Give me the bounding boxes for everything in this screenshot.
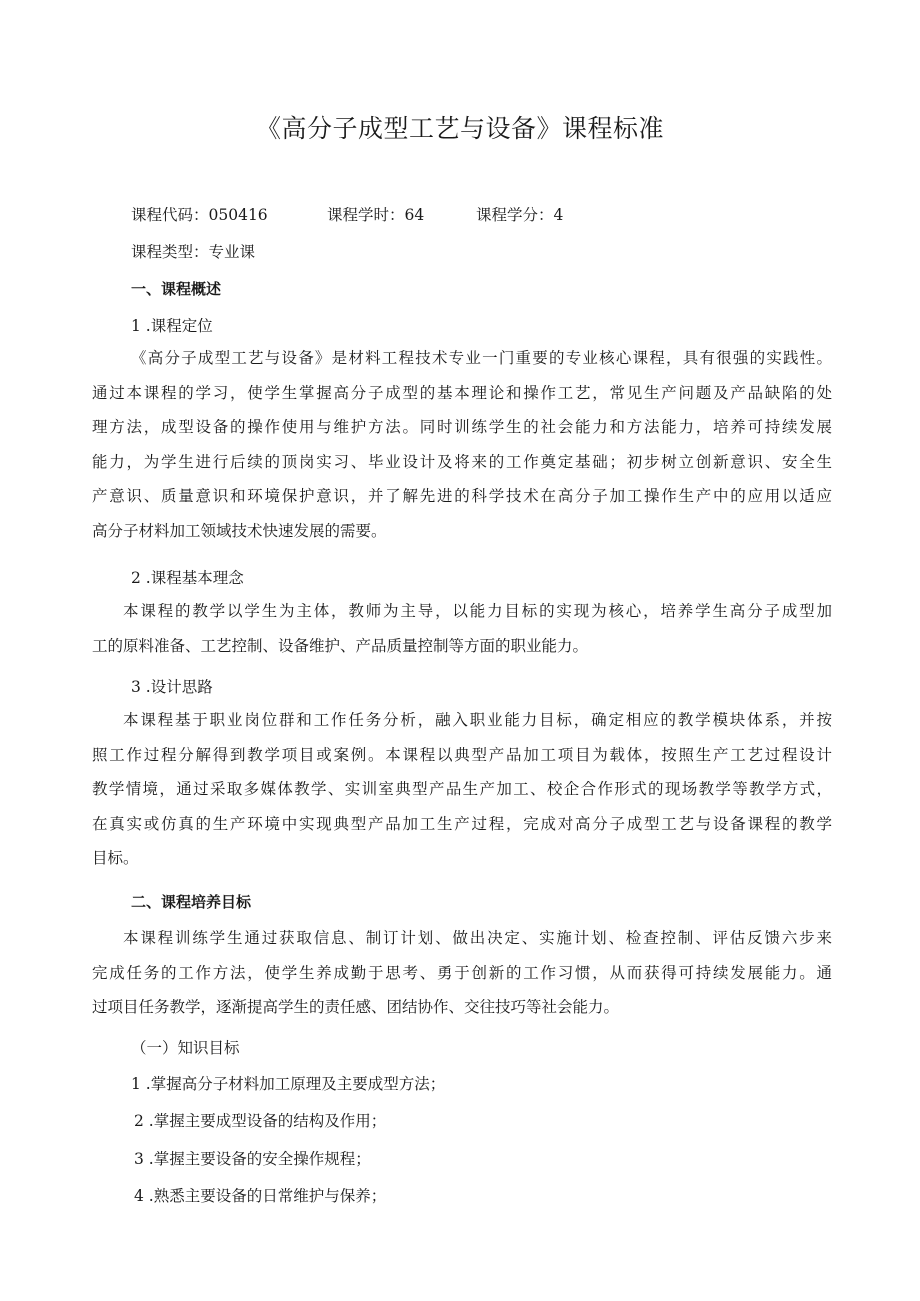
paragraph-philosophy xyxy=(92,594,832,663)
paragraph-design xyxy=(92,703,832,876)
paragraph-line: 过项目任务教学，逐渐提高学生的责任感、团结协作、交往技巧等社会能力。 xyxy=(92,998,620,1016)
list-item: 1 .掌握高分子材料加工原理及主要成型方法； xyxy=(131,1075,446,1093)
paragraph-line: 照工作过程分解得到教学项目或案例。本课程以典型产品加工项目为载体，按照生产工艺过程设计 xyxy=(92,745,832,764)
paragraph-line: 本课程训练学生通过获取信息、制订计划、做出决定、实施计划、检查控制、评估反馈六步来 xyxy=(123,929,832,947)
list-item: 2 .掌握主要成型设备的结构及作用； xyxy=(134,1112,387,1130)
paragraph-line: 目标。 xyxy=(92,849,139,867)
knowledge-heading: （一）知识目标 xyxy=(131,1039,240,1057)
paragraph-line: 完成任务的工作方法，使学生养成勤于思考、勇于创新的工作习惯，从而获得可持续发展能力。通 xyxy=(92,963,832,982)
section2-heading: 二、课程培养目标 xyxy=(131,893,252,911)
paragraph-line: 《高分子成型工艺与设备》是材料工程技术专业一门重要的专业核心课程，具有很强的实践性。 xyxy=(131,349,832,367)
paragraph-line: 本课程基于职业岗位群和工作任务分析，融入职业能力目标，确定相应的教学模块体系，并按 xyxy=(123,711,832,729)
paragraph-line: 工的原料准备、工艺控制、设备维护、产品质量控制等方面的职业能力。 xyxy=(92,636,589,655)
paragraph-line: 高分子材料加工领域技术快速发展的需要。 xyxy=(92,521,387,540)
sub-heading-positioning: 1 .课程定位 xyxy=(131,317,213,335)
course-code: 课程代码：050416 xyxy=(131,206,268,224)
paragraph-line: 教学情境，通过采取多媒体教学、实训室典型产品生产加工、校企合作形式的现场教学等教学方式， xyxy=(92,780,832,798)
paragraph-line: 在真实或仿真的生产环境中实现典型产品加工生产过程，完成对高分子成型工艺与设备课程的教学 xyxy=(92,814,832,833)
course-type: 课程类型：专业课 xyxy=(131,243,256,261)
sub-heading-philosophy: 2 .课程基本理念 xyxy=(131,569,244,587)
document-title: 《高分子成型工艺与设备》课程标准 xyxy=(255,114,664,143)
paragraph-line: 本课程的教学以学生为主体，教师为主导，以能力目标的实现为核心，培养学生高分子成型加 xyxy=(123,602,832,620)
paragraph-line: 理方法，成型设备的操作使用与维护方法。同时训练学生的社会能力和方法能力，培养可持续发展 xyxy=(92,418,832,436)
paragraph-objectives xyxy=(92,921,832,1025)
paragraph-positioning xyxy=(92,341,832,548)
paragraph-line: 产意识、质量意识和环境保护意识，并了解先进的科学技术在高分子加工操作生产中的应用以适应 xyxy=(92,487,832,505)
paragraph-line: 通过本课程的学习，使学生掌握高分子成型的基本理论和操作工艺，常见生产问题及产品缺陷的处 xyxy=(92,383,832,402)
course-credits: 课程学分：4 xyxy=(476,206,564,224)
section1-heading: 一、课程概述 xyxy=(131,280,222,298)
list-item: 3 .掌握主要设备的安全操作规程； xyxy=(134,1150,371,1168)
sub-heading-design: 3 .设计思路 xyxy=(131,678,213,696)
course-hours: 课程学时：64 xyxy=(327,206,425,224)
paragraph-line: 能力，为学生进行后续的顶岗实习、毕业设计及将来的工作奠定基础；初步树立创新意识、安全生 xyxy=(92,452,832,471)
list-item: 4 .熟悉主要设备的日常维护与保养； xyxy=(134,1187,387,1205)
